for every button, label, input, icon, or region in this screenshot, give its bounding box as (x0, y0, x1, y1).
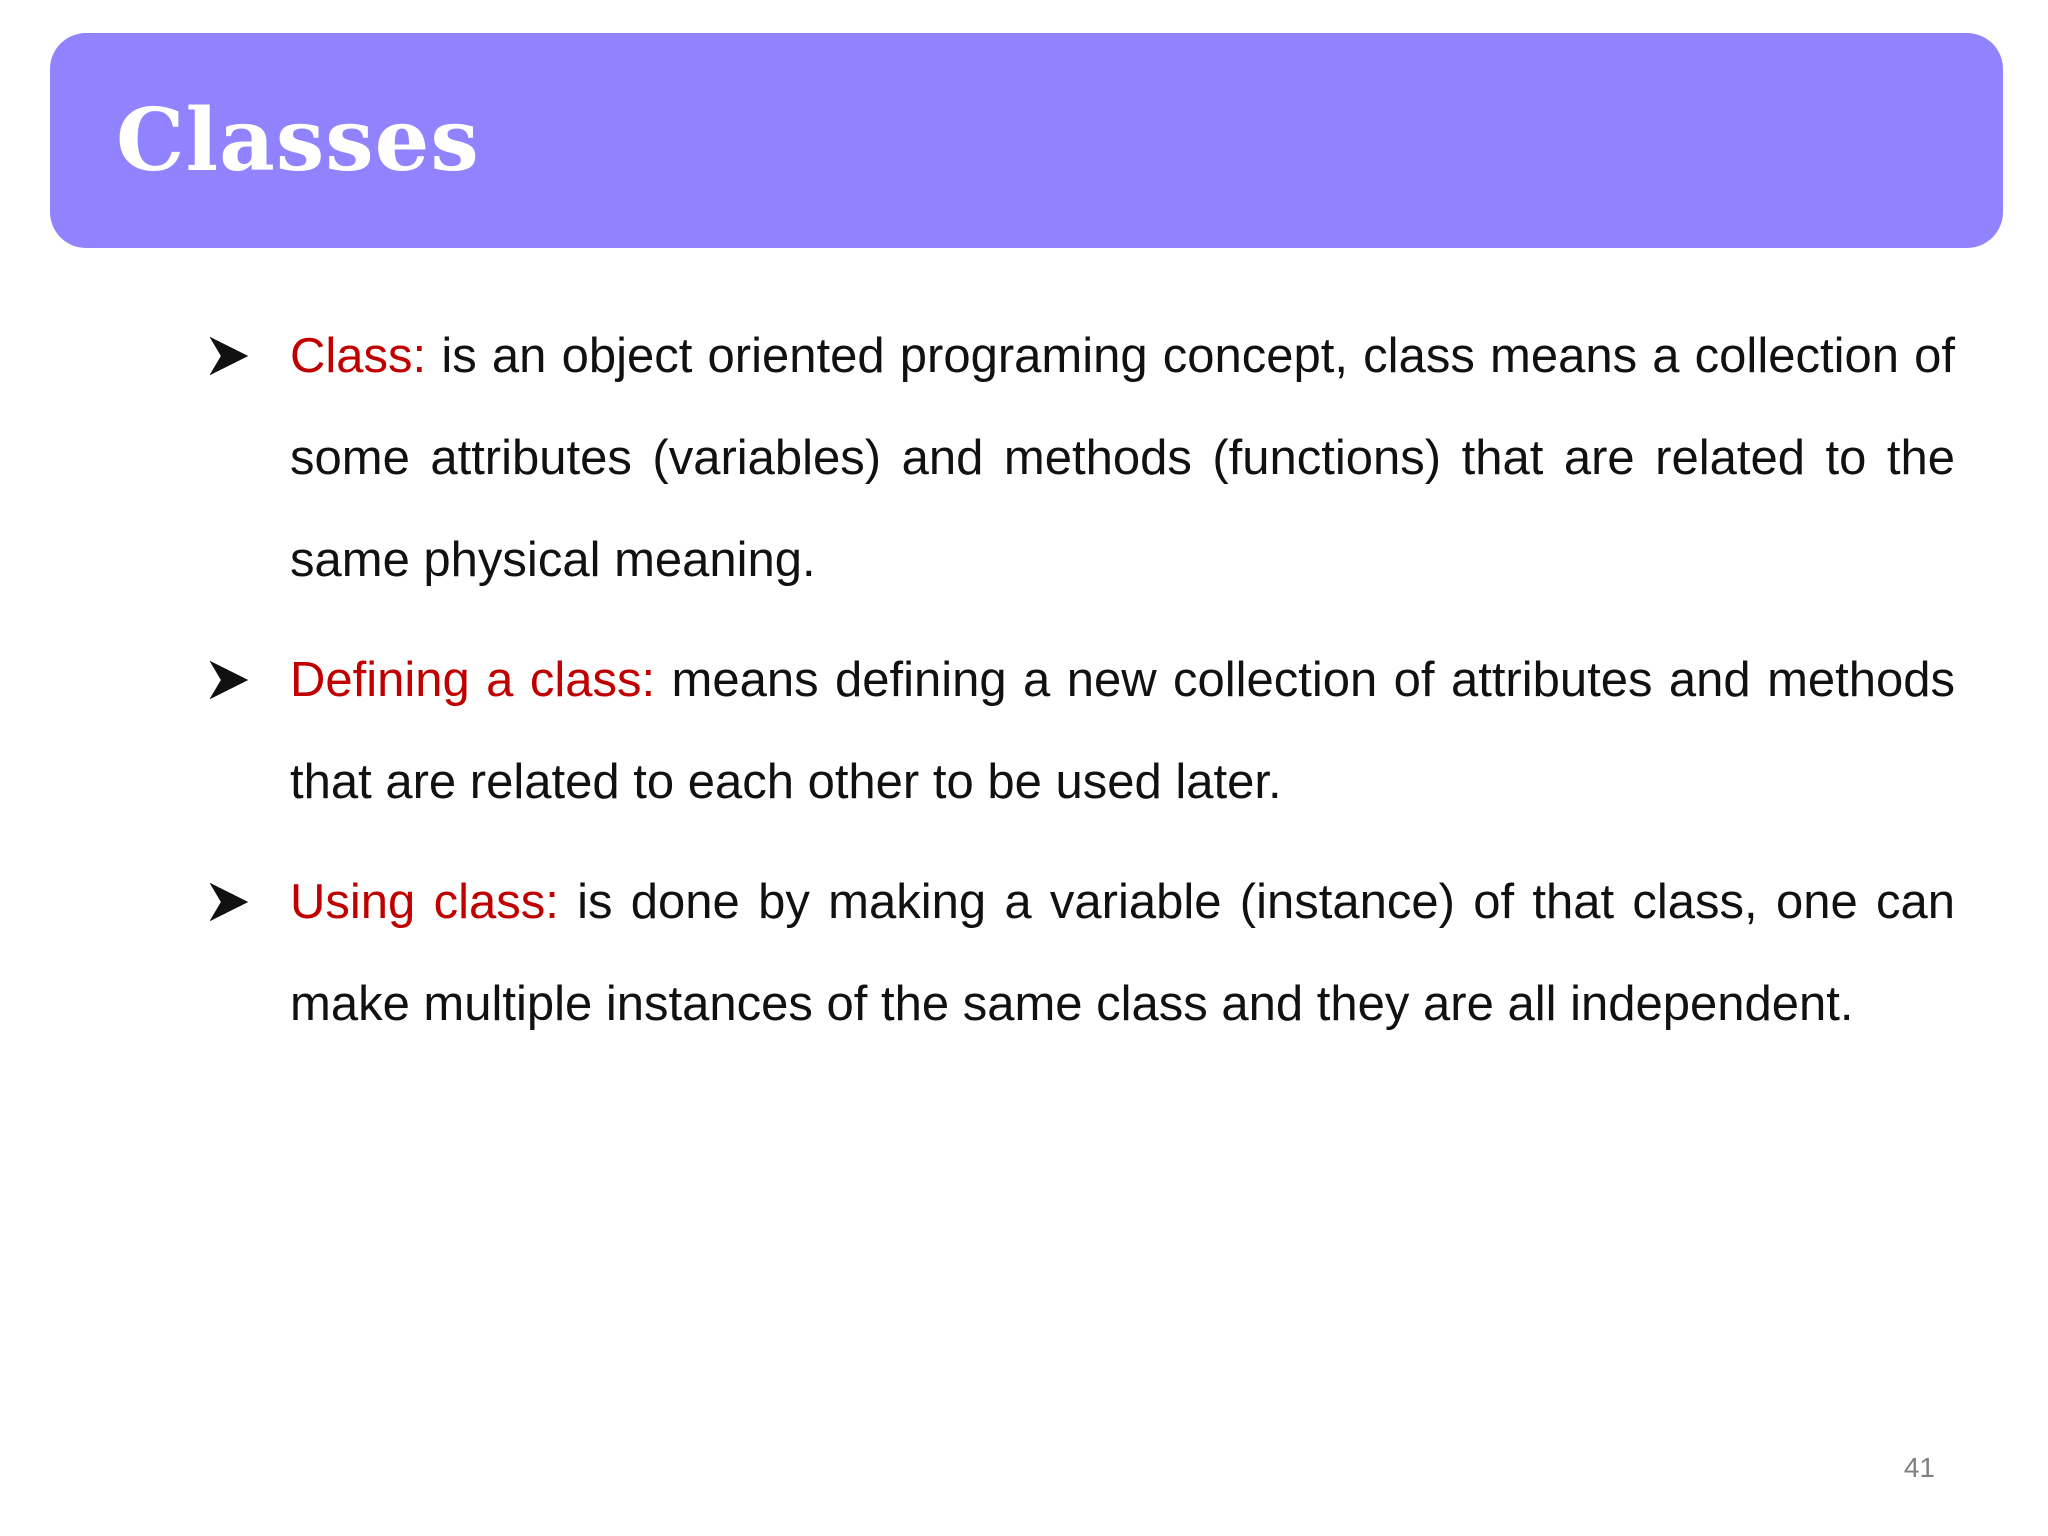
bullet-description: is an object oriented programing concept, class means a collection of some attributes (variables) and methods (functions) that are related to the same physical meaning. (290, 329, 1955, 587)
bullet-text (290, 629, 1955, 833)
bullet-text (290, 851, 1955, 1055)
title-bar (50, 33, 2003, 248)
arrow-bullet-icon (210, 851, 290, 953)
arrow-bullet-icon (210, 629, 290, 731)
bullet-description: is done by making a variable (instance) of that class, one can make multiple instances of the same class and they are all independent. (290, 875, 1956, 1031)
slide-title: Classes (116, 89, 480, 191)
bullet-item-using-class (210, 851, 1955, 1055)
bullet-item-defining-class (210, 629, 1955, 833)
bullet-item-class (210, 305, 1955, 611)
bullet-term: Defining a class: (290, 653, 656, 707)
bullet-term: Using class: (290, 875, 559, 929)
bullet-list (210, 305, 1955, 1073)
page-number: 41 (1903, 1452, 1935, 1483)
bullet-description: means defining a new collection of attributes and methods that are related to each other to be used later. (290, 653, 1956, 809)
bullet-term: Class: (290, 329, 427, 383)
arrow-bullet-icon (210, 305, 290, 407)
bullet-text (290, 305, 1955, 611)
